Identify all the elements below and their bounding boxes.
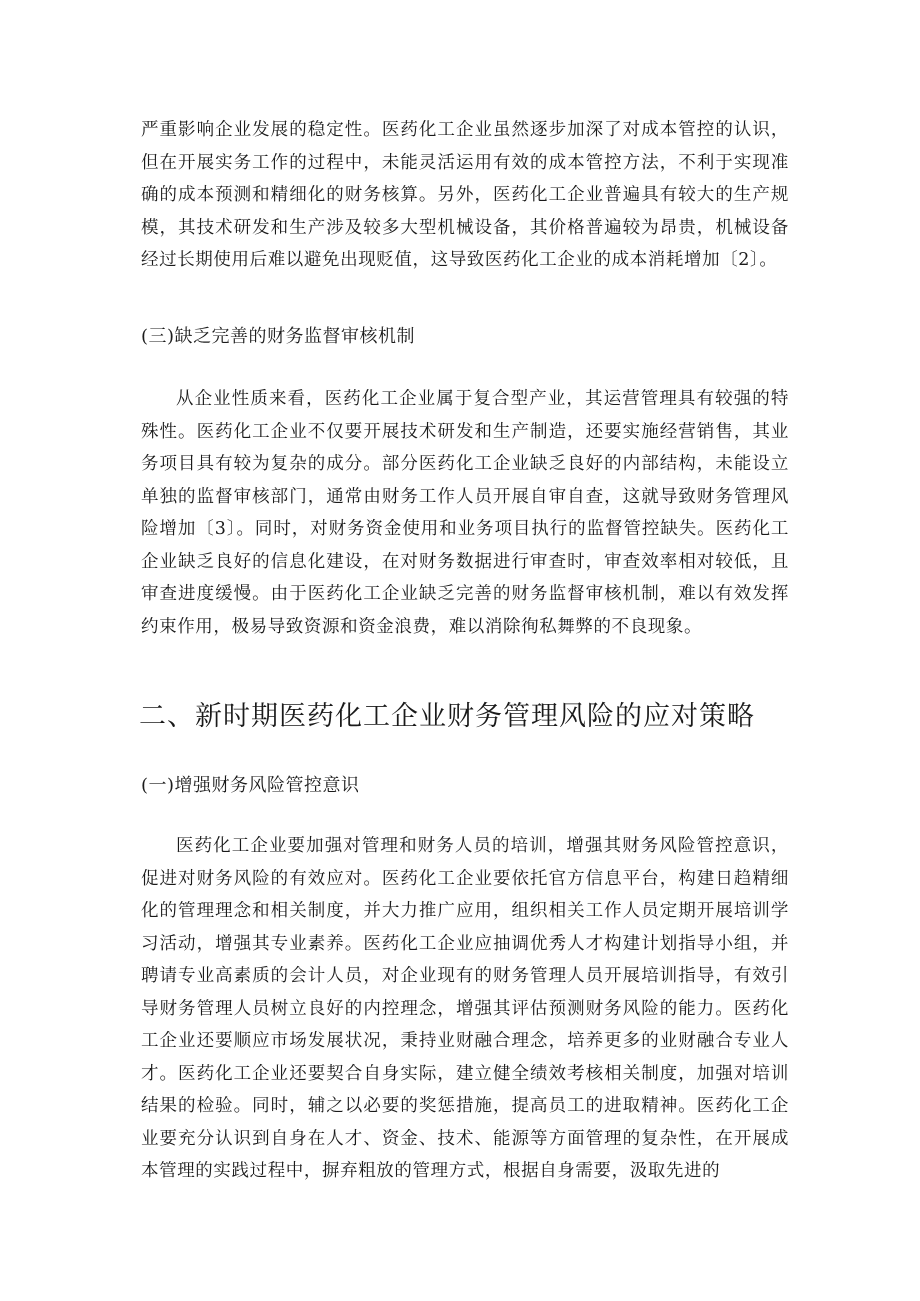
paragraph-continued: 严重影响企业发展的稳定性。医药化工企业虽然逐步加深了对成本管控的认识，但在开展实务工作的过程中，未能灵活运用有效的成本管控方法，不利于实现准确的成本预测和精细化的财务核算。另外，医药化工企业普遍具有较大的生产规模，其技术研发和生产涉及较多大型机械设备，其价格普遍较为昂贵，机械设备经过长期使用后难以避免出现贬值，这导致医药化工企业的成本消耗增加〔2〕。 bbox=[141, 120, 789, 270]
section-heading-strategies: 二、新时期医药化工企业财务管理风险的应对策略 bbox=[139, 701, 755, 732]
subheading-lack-of-audit-mechanism: (三)缺乏完善的财务监督审核机制 bbox=[141, 326, 416, 347]
paragraph-audit-mechanism: 从企业性质来看，医药化工企业属于复合型产业，其运营管理具有较强的特殊性。医药化工企业不仅要开展技术研发和生产制造，还要实施经营销售，其业务项目具有较为复杂的成分。部分医药化工企业缺乏良好的内部结构，未能设立单独的监督审核部门，通常由财务工作人员开展自审自查，这就导致财务管理风险增加〔3〕。同时，对财务资金使用和业务项目执行的监督管控缺失。医药化工企业缺乏良好的信息化建设，在对财务数据进行审查时，审查效率相对较低，且审查进度缓慢。由于医药化工企业缺乏完善的财务监督审核机制，难以有效发挥约束作用，极易导致资源和资金浪费，难以消除徇私舞弊的不良现象。 bbox=[141, 389, 789, 637]
paragraph-risk-awareness: 医药化工企业要加强对管理和财务人员的培训，增强其财务风险管控意识，促进对财务风险的有效应对。医药化工企业要依托官方信息平台，构建日趋精细化的管理理念和相关制度，并大力推广应用，组织相关工作人员定期开展培训学习活动，增强其专业素养。医药化工企业应抽调优秀人才构建计划指导小组，并聘请专业高素质的会计人员，对企业现有的财务管理人员开展培训指导，有效引导财务管理人员树立良好的内控理念，增强其评估预测财务风险的能力。医药化工企业还要顺应市场发展状况，秉持业财融合理念，培养更多的业财融合专业人才。医药化工企业还要契合自身实际，建立健全绩效考核相关制度，加强对培训结果的检验。同时，辅之以必要的奖惩措施，提高员工的进取精神。医药化工企业要充分认识到自身在人才、资金、技术、能源等方面管理的复杂性，在开展成本管理的实践过程中，摒弃粗放的管理方式，根据自身需要，汲取先进的 bbox=[141, 836, 789, 1181]
subheading-risk-awareness: (一)增强财务风险管控意识 bbox=[141, 775, 360, 796]
